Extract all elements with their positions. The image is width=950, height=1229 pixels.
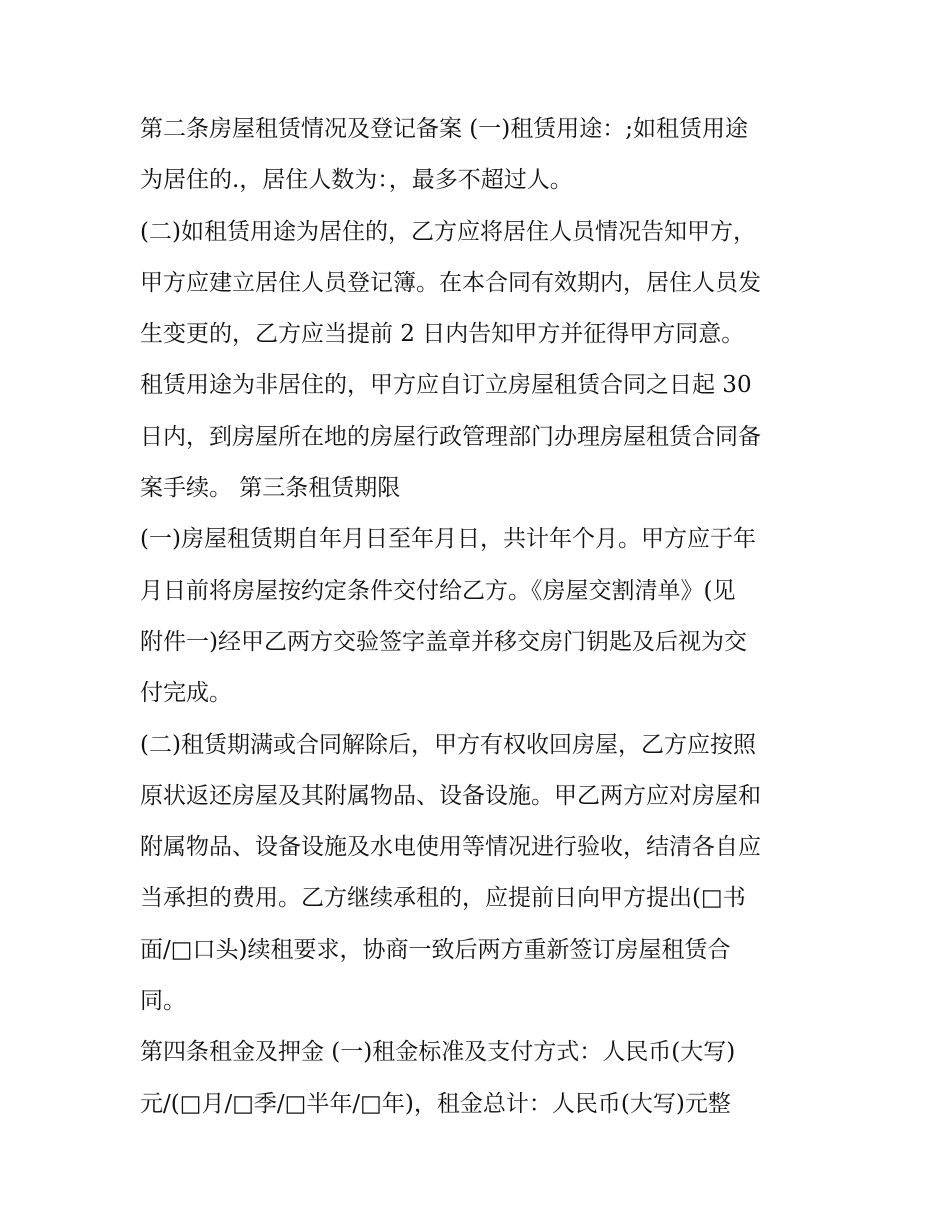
text-line: 为居住的.，居住人数为：，最多不超过人。	[140, 167, 573, 194]
text-line: 生变更的，乙方应当提前 2 日内告知甲方并征得甲方同意。	[140, 321, 745, 348]
text-line: (一)房屋租赁期自年月日至年月日，共计年个月。甲方应于年	[140, 526, 756, 553]
text-line: (二)租赁期满或合同解除后，甲方有权收回房屋，乙方应按照	[140, 731, 756, 758]
text-line: 当承担的费用。乙方继续承租的，应提前日向甲方提出(□书	[140, 885, 746, 912]
text-line: 日内，到房屋所在地的房屋行政管理部门办理房屋租赁合同备	[140, 423, 761, 450]
text-line: 月日前将房屋按约定条件交付给乙方。《房屋交割清单》(见	[140, 577, 736, 604]
text-line: 租赁用途为非居住的，甲方应自订立房屋租赁合同之日起 30	[140, 372, 752, 399]
text-line: 案手续。 第三条租赁期限	[140, 475, 401, 502]
text-line: (二)如租赁用途为居住的，乙方应将居住人员情况告知甲方，	[140, 218, 756, 245]
text-line: 面/□口头)续租要求，协商一致后两方重新签订房屋租赁合	[140, 936, 731, 963]
text-line: 同。	[140, 988, 186, 1015]
document-body	[140, 104, 820, 1130]
text-line: 附件一)经甲乙两方交验签字盖章并移交房门钥匙及后视为交	[140, 628, 747, 655]
text-line: 原状返还房屋及其附属物品、设备设施。甲乙两方应对房屋和	[140, 782, 761, 809]
text-line: 附属物品、设备设施及水电使用等情况进行验收，结清各自应	[140, 834, 761, 861]
text-line: 付完成。	[140, 680, 232, 707]
text-line: 甲方应建立居住人员登记簿。在本合同有效期内，居住人员发	[140, 269, 761, 296]
text-line: 第二条房屋租赁情况及登记备案 (一)租赁用途：;如租赁用途	[140, 116, 749, 142]
text-line: 第四条租金及押金 (一)租金标准及支付方式：人民币(大写)	[140, 1039, 736, 1066]
text-line: 元/(□月/□季/□半年/□年)，租金总计：人民币(大写)元整	[140, 1090, 731, 1117]
